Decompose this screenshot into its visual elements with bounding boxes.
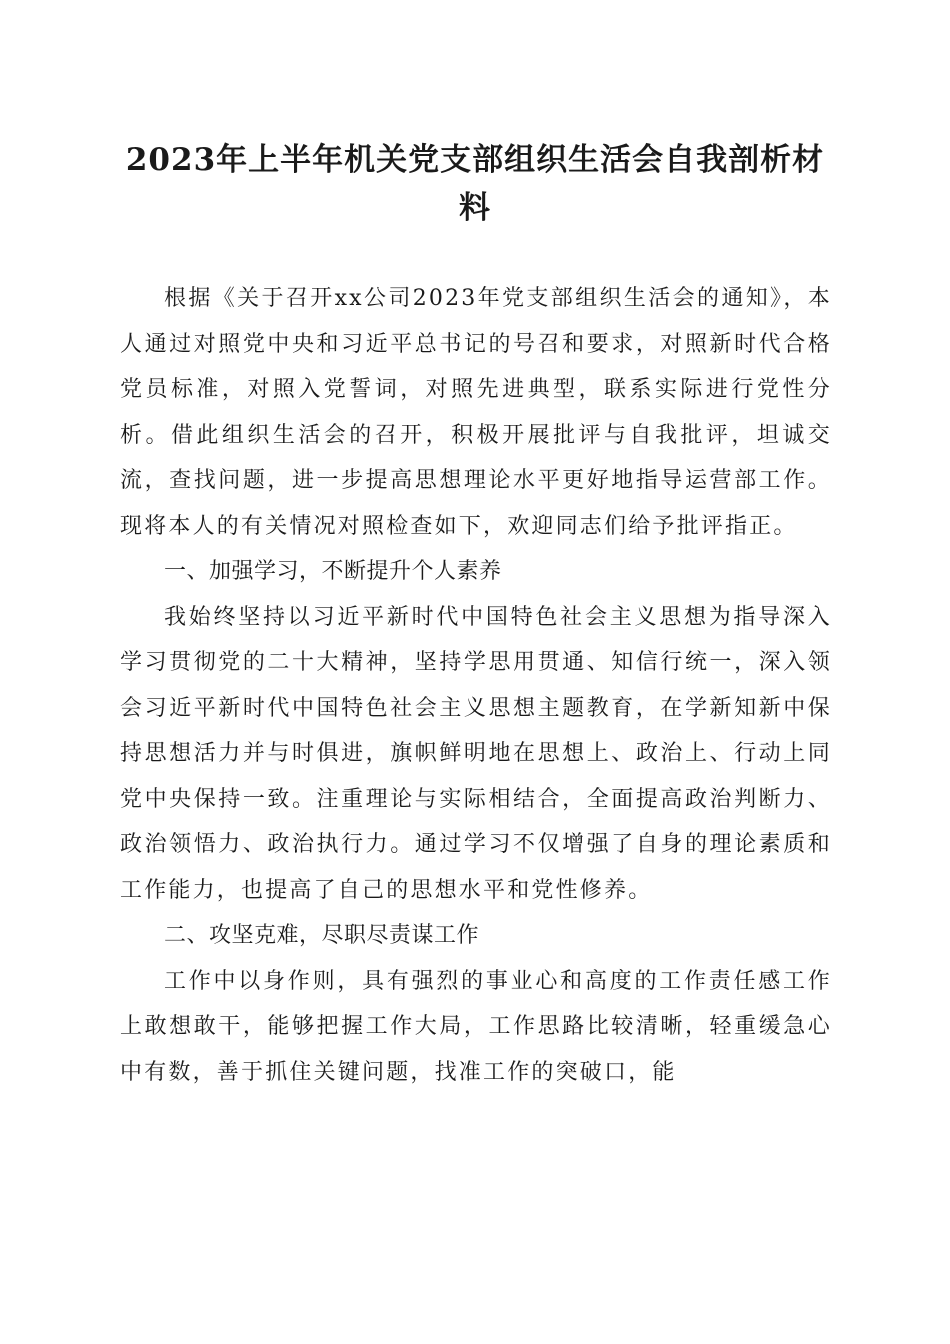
document-body (120, 276, 832, 1095)
intro-paragraph: 根据《关于召开xx公司2023年党支部组织生活会的通知》，本人通过对照党中央和习近平总书记的号召和要求，对照新时代合格党员标准，对照入党誓词，对照先进典型，联系实际进行党性分析。借此组织生活会的召开，积极开展批评与自我批评，坦诚交流，查找问题，进一步提高思想理论水平更好地指导运营部工作。现将本人的有关情况对照检查如下，欢迎同志们给予批评指正。 (120, 286, 832, 539)
section-paragraph-2: 工作中以身作则，具有强烈的事业心和高度的工作责任感工作上敢想敢干，能够把握工作大局，工作思路比较清晰，轻重缓急心中有数，善于抓住关键问题，找准工作的突破口，能 (120, 968, 832, 1085)
section-heading-1: 一、加强学习，不断提升个人素养 (164, 559, 502, 584)
section-paragraph-1: 我始终坚持以习近平新时代中国特色社会主义思想为指导深入学习贯彻党的二十大精神，坚持学思用贯通、知信行统一，深入领会习近平新时代中国特色社会主义思想主题教育，在学新知新中保持思想活力并与时俱进，旗帜鲜明地在思想上、政治上、行动上同党中央保持一致。注重理论与实际相结合，全面提高政治判断力、政治领悟力、政治执行力。通过学习不仅增强了自身的理论素质和工作能力，也提高了自己的思想水平和党性修养。 (120, 604, 832, 903)
document-title: 2023年上半年机关党支部组织生活会自我剖析材料 (125, 142, 825, 226)
section-heading-2: 二、攻坚克难，尽职尽责谋工作 (164, 923, 480, 948)
